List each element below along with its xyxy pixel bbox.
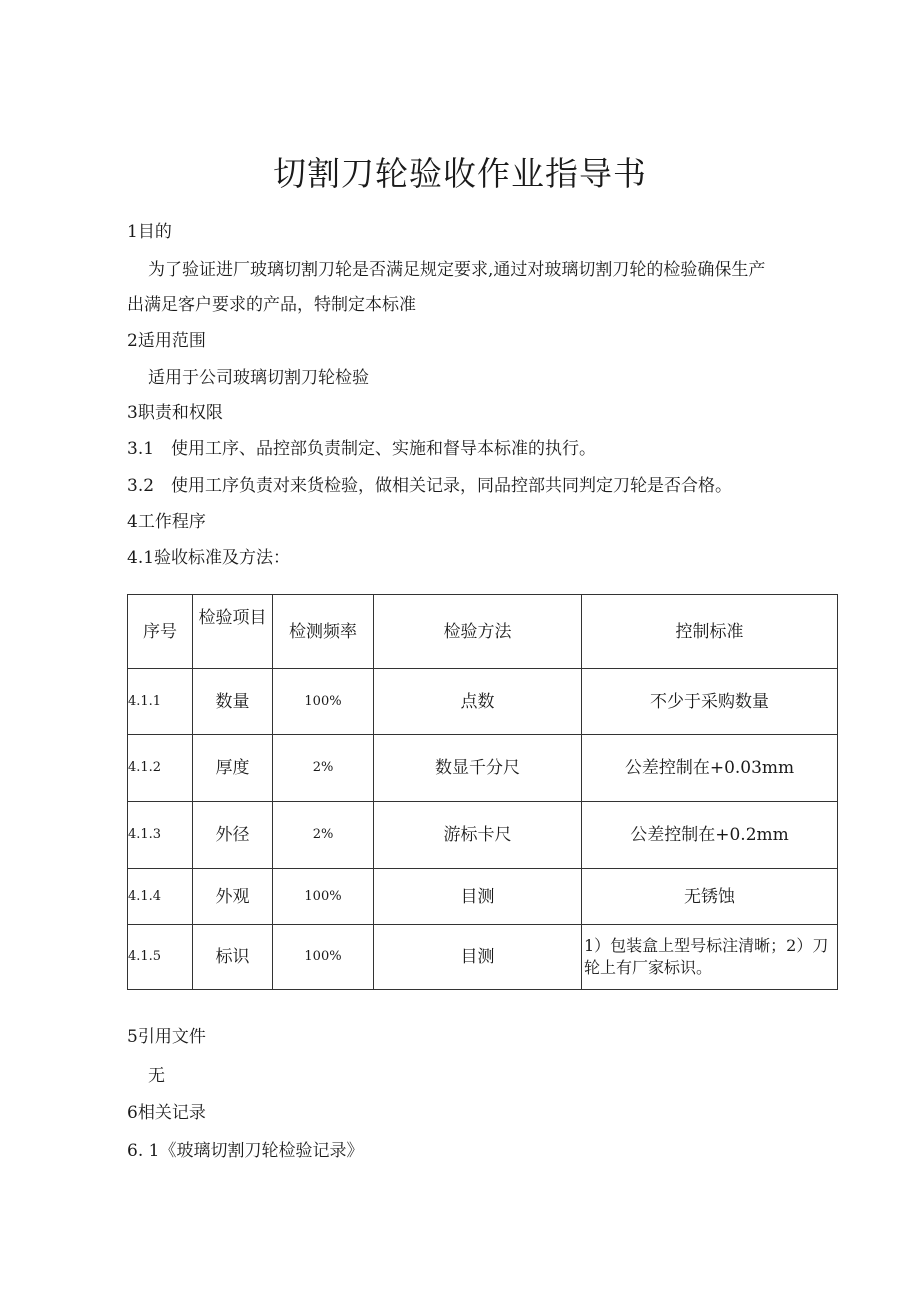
row-method: 数显千分尺 xyxy=(374,735,582,802)
row-standard: 不少于采购数量 xyxy=(582,669,838,735)
section-4-heading: 4工作程序 xyxy=(127,512,206,532)
section-5-heading: 5引用文件 xyxy=(127,1027,206,1047)
row-standard: 公差控制在+0.2mm xyxy=(582,802,838,869)
section-2-body: 适用于公司玻璃切割刀轮检验 xyxy=(148,368,369,388)
table-row xyxy=(128,925,838,990)
row-item: 厚度 xyxy=(193,735,273,802)
row-method: 点数 xyxy=(374,669,582,735)
table-row xyxy=(128,669,838,735)
document-title: 切割刀轮验收作业指导书 xyxy=(273,154,647,193)
table-row xyxy=(128,802,838,869)
section-6-heading: 6相关记录 xyxy=(127,1103,206,1123)
row-id: 4.1.3 xyxy=(128,802,193,869)
row-method: 目测 xyxy=(374,925,582,990)
table-row xyxy=(128,869,838,925)
inspection-table xyxy=(127,594,838,990)
section-3-2: 3.2 使用工序负责对来货检验，做相关记录，同品控部共同判定刀轮是否合格。 xyxy=(127,476,733,496)
section-3-heading: 3职责和权限 xyxy=(127,403,223,423)
row-standard: 公差控制在+0.03mm xyxy=(582,735,838,802)
row-method: 目测 xyxy=(374,869,582,925)
section-1-body-line-2: 出满足客户要求的产品，特制定本标准 xyxy=(127,295,416,315)
section-2-heading: 2适用范围 xyxy=(127,331,206,351)
section-1-body-line-1: 为了验证进厂玻璃切割刀轮是否满足规定要求,通过对玻璃切割刀轮的检验确保生产 xyxy=(148,260,766,280)
table-header-row xyxy=(128,595,838,669)
row-item: 标识 xyxy=(193,925,273,990)
row-frequency: 100% xyxy=(273,669,374,735)
header-item: 检验项目 xyxy=(193,595,273,669)
row-item: 外径 xyxy=(193,802,273,869)
row-standard: 1）包装盒上型号标注清晰；2）刀轮上有厂家标识。 xyxy=(582,925,838,990)
header-frequency: 检测频率 xyxy=(273,595,374,669)
row-standard: 无锈蚀 xyxy=(582,869,838,925)
row-id: 4.1.5 xyxy=(128,925,193,990)
row-frequency: 100% xyxy=(273,925,374,990)
section-5-body: 无 xyxy=(148,1066,165,1086)
section-1-heading: 1目的 xyxy=(127,222,172,242)
header-serial: 序号 xyxy=(128,595,193,669)
section-3-1: 3.1 使用工序、品控部负责制定、实施和督导本标准的执行。 xyxy=(127,439,597,459)
row-id: 4.1.4 xyxy=(128,869,193,925)
row-id: 4.1.1 xyxy=(128,669,193,735)
row-frequency: 2% xyxy=(273,802,374,869)
header-standard: 控制标准 xyxy=(582,595,838,669)
section-6-1: 6. 1《玻璃切割刀轮检验记录》 xyxy=(127,1141,364,1161)
row-item: 数量 xyxy=(193,669,273,735)
header-method: 检验方法 xyxy=(374,595,582,669)
row-frequency: 100% xyxy=(273,869,374,925)
table-row xyxy=(128,735,838,802)
section-4-1: 4.1验收标准及方法： xyxy=(127,548,291,568)
row-frequency: 2% xyxy=(273,735,374,802)
row-item: 外观 xyxy=(193,869,273,925)
row-method: 游标卡尺 xyxy=(374,802,582,869)
row-id: 4.1.2 xyxy=(128,735,193,802)
